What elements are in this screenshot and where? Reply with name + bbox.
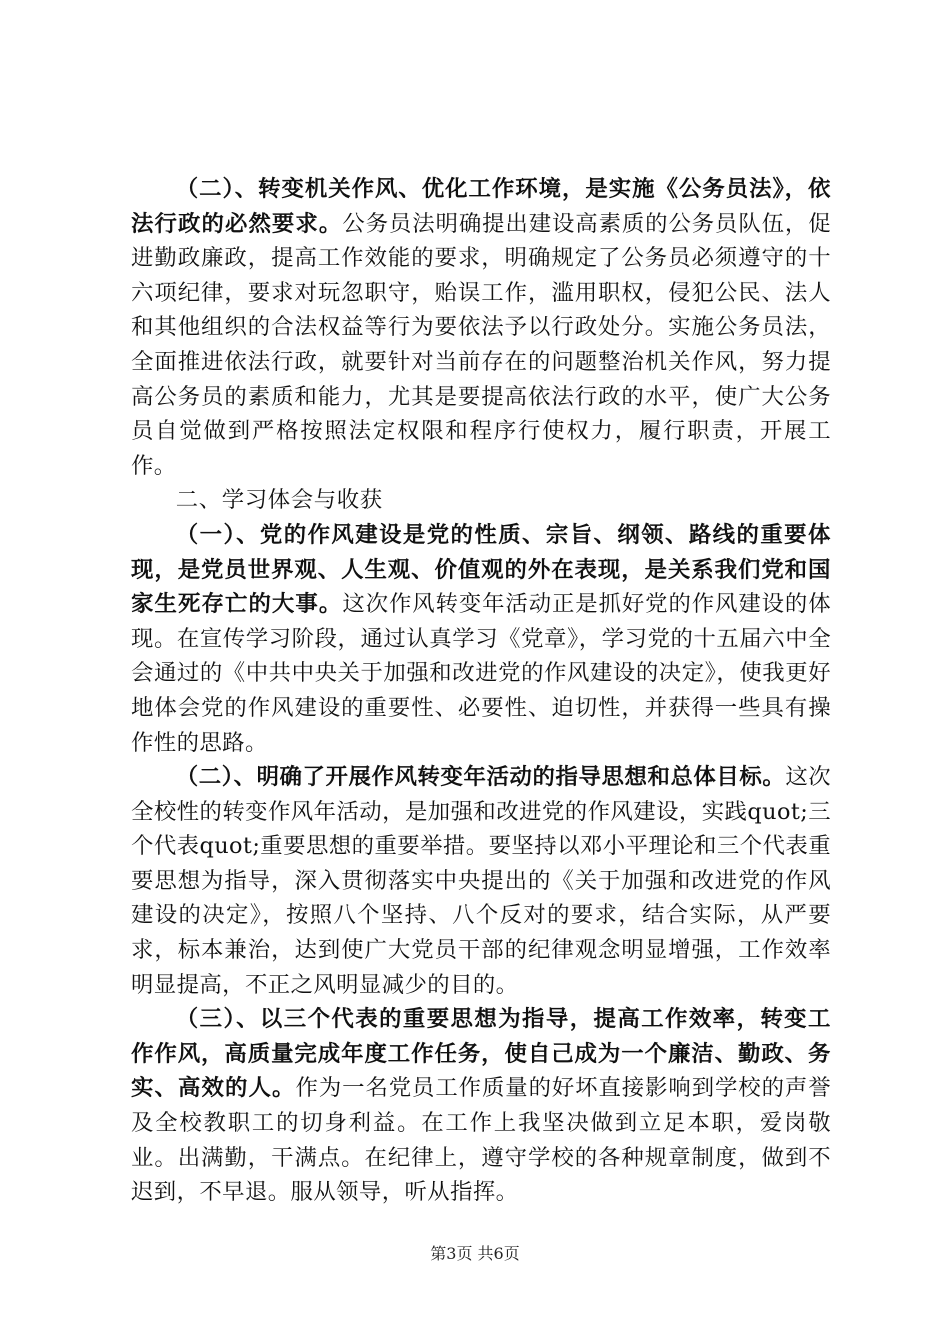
paragraph-work-efficiency (131, 1002, 831, 1210)
section-heading: 二、学习体会与收获 (175, 487, 383, 514)
paragraph-body: 公务员法明确提出建设高素质的公务员队伍，促进勤政廉政，提高工作效能的要求，明确规定了公务员必须遵守的十六项纪律，要求对玩忽职守，贻误工作，滥用职权，侵犯公民、法人和其他组织的合法权益等行为要依法予以行政处分。实施公务员法，全面推进依法行政，就要针对当前存在的问题整治机关作风，努力提高公务员的素质和能力，尤其是要提高依法行政的水平，使广大公务员自觉做到严格按照法定权限和程序行使权力，履行职责，开展工作。 (131, 210, 831, 479)
paragraph-lead: （三）、以三个代表的重要思想为指导，提高工作效率，转变工作作风，高质量完成年度工作任务，使自己成为一个廉洁、勤政、务实、高效的人。 (131, 1006, 831, 1102)
paragraph-conduct-civil-servant-law (131, 172, 831, 483)
paragraph-lead: （一）、党的作风建设是党的性质、宗旨、纲领、路线的重要体现，是党员世界观、人生观、价值观的外在表现，是关系我们党和国家生死存亡的大事。 (131, 521, 831, 618)
paragraph-party-style-building (131, 518, 831, 760)
paragraph-body: 这次全校性的转变作风年活动，是加强和改进党的作风建设，实践quot;三个代表quot;重要思想的重要举措。要坚持以邓小平理论和三个代表重要思想为指导，深入贯彻落实中央提出的《关于加强和改进党的作风建设的决定》，按照八个坚持、八个反对的要求，结合实际，从严要求，标本兼治，达到使广大党员干部的纪律观念明显增强，工作效率明显提高，不正之风明显减少的目的。 (131, 764, 831, 998)
paragraph-body: 作为一名党员工作质量的好坏直接影响到学校的声誉及全校教职工的切身利益。在工作上我坚决做到立足本职，爱岗敬业。出满勤，干满点。在纪律上，遵守学校的各种规章制度，做到不迟到，不早退。服从领导，听从指挥。 (131, 1075, 831, 1206)
paragraph-lead: （二）、转变机关作风、优化工作环境，是实施《公务员法》，依法行政的必然要求。 (131, 176, 831, 237)
page-number-footer: 第3页 共6页 (430, 1244, 520, 1263)
paragraph-guiding-ideology (131, 760, 831, 1002)
paragraph-lead: （二）、明确了开展作风转变年活动的指导思想和总体目标。 (175, 764, 786, 791)
document-body (131, 172, 831, 1210)
paragraph-body: 这次作风转变年活动正是抓好党的作风建设的体现。在宣传学习阶段，通过认真学习《党章》，学习党的十五届六中全会通过的《中共中央关于加强和改进党的作风建设的决定》，使我更好地体会党的作风建设的重要性、必要性、迫切性，并获得一些具有操作性的思路。 (131, 591, 831, 756)
